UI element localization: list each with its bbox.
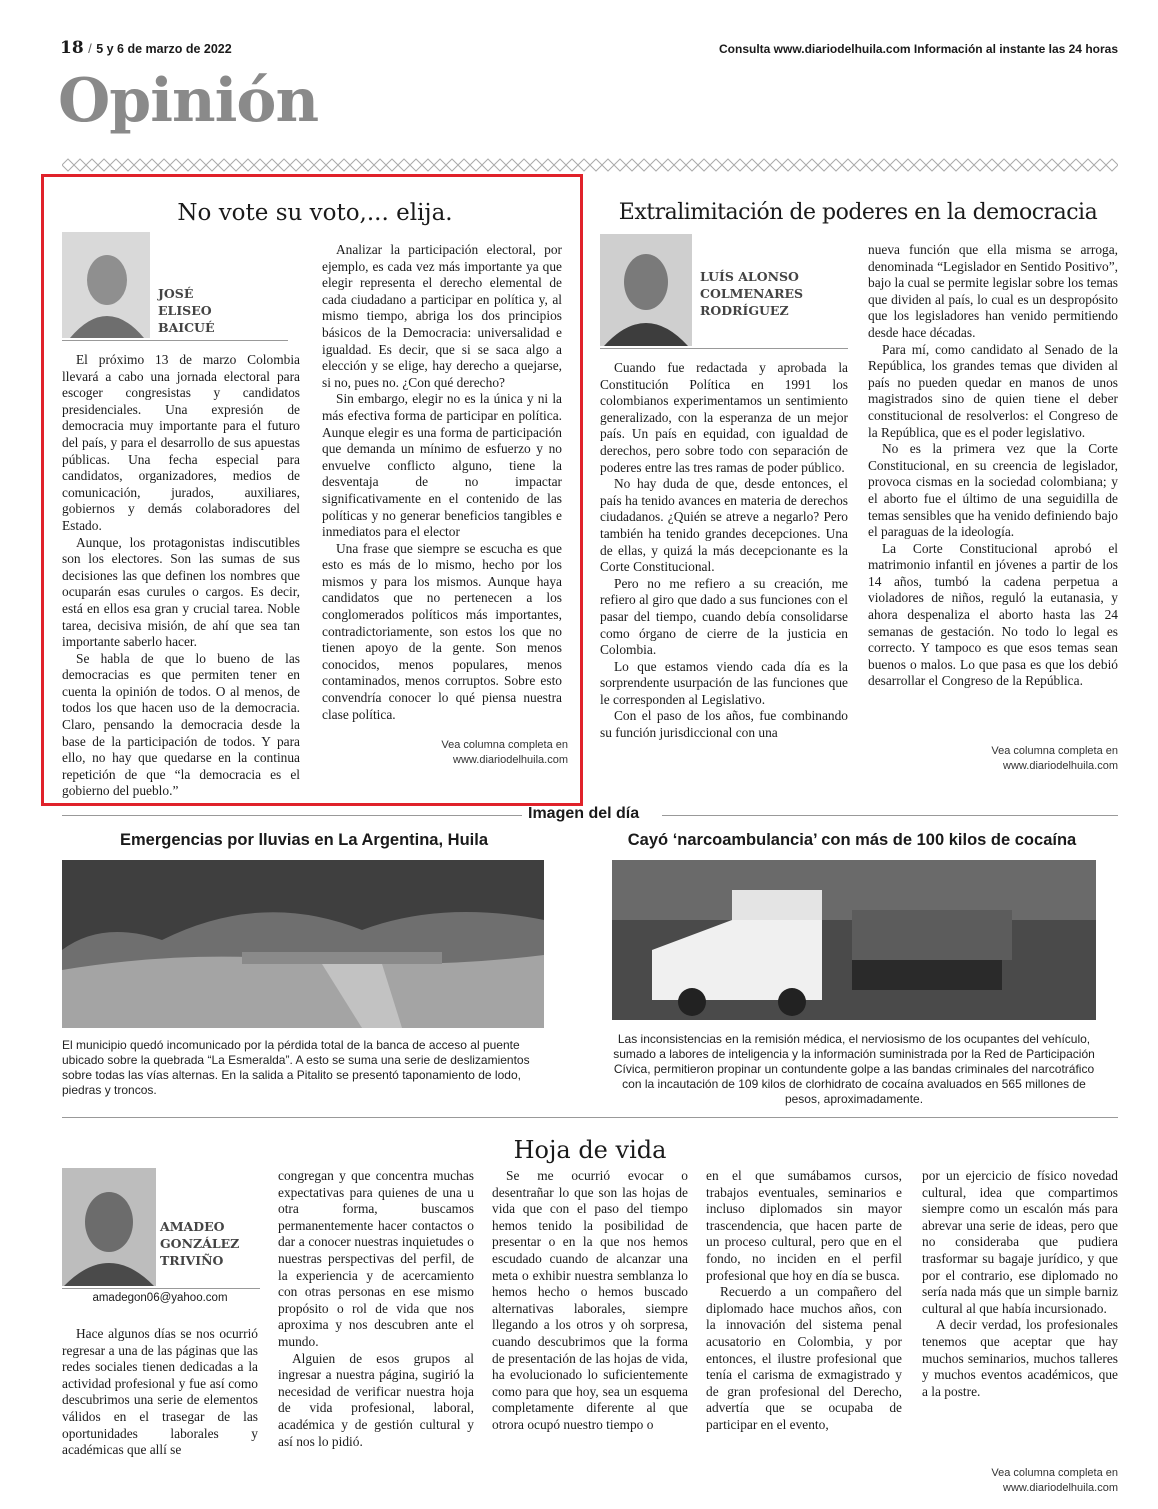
paragraph: Hace algunos días se nos ocurrió regresar a una de las páginas que las redes sociales tienen dedicadas a la actividad profesional y fue así como descubrimos una serie de elementos válidos en el trasegar de las oportunidades laborales y académicas que allí se xyxy=(62,1326,258,1458)
section-title: Opinión xyxy=(58,66,319,136)
author-line: GONZÁLEZ xyxy=(160,1236,240,1251)
article1-title: No vote su voto,... elija. xyxy=(177,200,453,226)
issue-date: 5 y 6 de marzo de 2022 xyxy=(96,42,232,56)
more-link[interactable]: www.diariodelhuila.com xyxy=(1003,1482,1118,1494)
image-right-title: Cayó ‘narcoambulancia’ con más de 100 kilos de cocaína xyxy=(627,831,1077,849)
author-line: TRIVIÑO xyxy=(160,1253,224,1268)
bottom-section-rule xyxy=(62,1117,1118,1118)
byline-rule xyxy=(62,340,288,341)
article1-column-1 xyxy=(62,352,300,800)
zigzag-divider xyxy=(62,158,1118,172)
image-right-caption: Las inconsistencias en la remisión médica, el nerviosismo de los ocupantes del vehículo, sumado a labores de inteligencia y la información suministrada por la Red de Participación Cívica, permitieron propinar un contundente golpe a las bandas criminales del narcotráfico con la incautación de 109 kilos de clorhidrato de cocaína avaluados en 565 millones de pesos, aproximadamente. xyxy=(613,1032,1095,1106)
article2-more xyxy=(868,744,1118,774)
article3-column-3 xyxy=(492,1168,688,1434)
paragraph: nueva función que ella misma se arroga, denominada “Legislador en Sentido Positivo”, bajo la cual se permite legislar sobre los temas que dividen al país, lo cual es un despropósito que los legisladores han venido permitiendo desde hace décadas. xyxy=(868,242,1118,340)
author2-photo xyxy=(600,234,692,346)
author-email[interactable]: amadegon06@yahoo.com xyxy=(92,1292,228,1304)
article2-author xyxy=(700,268,850,319)
article2-title: Extralimitación de poderes en la democracia xyxy=(618,200,1098,225)
page-header xyxy=(60,38,1120,60)
author-line: ELISEO xyxy=(158,303,212,318)
paragraph: Cuando fue redactada y aprobada la Constitución Política en 1991 los colombianos experimentamos un sentimiento generalizado, con la esperanza de un mejor país. Un país en equidad, con igualdad de derechos, pero sobre todo con separación de poderes entre las tres ramas de poder público. xyxy=(600,360,848,475)
paragraph: Para mí, como candidato al Senado de la República, los grandes temas que dividen al país no pueden quedar en manos de unos magistrados sino de quien tiene el deber constitucional de resolverlos: el Congreso de la República, que es el poder legislativo. xyxy=(868,341,1118,440)
image-left-photo xyxy=(62,860,544,1028)
author-line: RODRÍGUEZ xyxy=(700,303,789,318)
author-portrait-icon xyxy=(62,1168,156,1286)
paragraph: No hay duda de que, desde entonces, el país ha tenido avances en materia de derechos ciudadanos. ¿Quién se atreve a negarlo? Pero también ha tenido grandes decepciones. Una de ellas, y quizá la más decepcionante es la Corte Constitucional. xyxy=(600,476,848,575)
article1-author xyxy=(158,285,288,336)
author-line: BAICUÉ xyxy=(158,320,215,335)
tagline-suffix: Información al instante las 24 horas xyxy=(910,42,1118,56)
author-line: JOSÉ xyxy=(158,286,194,301)
image-of-day-rule-left xyxy=(62,815,522,816)
image-of-day-rule-right xyxy=(662,815,1118,816)
article1-more xyxy=(322,738,568,768)
paragraph: Una frase que siempre se escucha es que esto es más de lo mismo, hecho por los mismos y para los mismos. Aunque haya candidatos que no pertenecen a los conglomerados políticos más importantes, contradictoriamente, son estos los que no tienen apoyo de la gente. Son menos conocidos, menos populares, menos contaminados, menos corruptos. Sobre esto convendría conocer lo qué piensa nuestra clase política. xyxy=(322,540,562,722)
paragraph: No es la primera vez que la Corte Constitucional, en su creencia de legislador, provoca cismas en la sociedad colombiana; y el aborto fue el último de una seguidilla de temas sensibles que ha venido definiendo bajo el paraguas de la ideología. xyxy=(868,441,1118,540)
paragraph: en el que sumábamos cursos, trabajos eventuales, seminarios e incluso diplomados sin mayor trascendencia, que hacen parte de un proceso cultural, pero que en el fondo, no inciden en el perfil profesional que hoy en día se busca. xyxy=(706,1168,902,1283)
tagline-prefix: Consulta xyxy=(719,42,774,56)
author-line: COLMENARES xyxy=(700,286,804,301)
author-portrait-icon xyxy=(600,234,692,346)
paragraph: A decir verdad, los profesionales tenemos que aceptar que hay muchos seminarios, muchos talleres y muchos eventos académicos, que a la postre. xyxy=(922,1317,1118,1399)
paragraph: congregan y que concentra muchas expectativas para quienes de una u otra forma, buscamos permanentemente hacer contactos o dar a conocer nuestras inquietudes o nuestras perspectivas del perfil, de la experiencia y de acercamiento con otras personas en ese mismo propósito o rol de vida que nos aproxima y nos descubren ante el mundo. xyxy=(278,1168,474,1349)
more-link[interactable]: www.diariodelhuila.com xyxy=(1003,760,1118,772)
image-left-caption: El municipio quedó incomunicado por la pérdida total de la banca de acceso al puente ubicado sobre la quebrada “La Esmeralda”. A esto se suma una serie de deslizamientos sobre todas las vías alternas. En la salida a Pitalito se presentó taponamiento de lodo, piedras y troncos. xyxy=(62,1038,530,1097)
article2-column-2 xyxy=(868,242,1118,690)
paragraph: Pero no me refiero a su creación, me refiero al giro que dado a sus funciones con el pasar del tiempo, cuando debía consolidarse como órgano de cierre de la justicia en Colombia. xyxy=(600,575,848,658)
paragraph: Analizar la participación electoral, por ejemplo, es cada vez más importante ya que elegir representa el derecho elemental de cada ciudadano a participar en política y, al mismo tiempo, abriga los dos principios básicos de la Democracia: universalidad e igualdad. Es decir, que si se saca algo a elección y se elige, hay derecho a quejarse, si no, pues no. ¿Con qué derecho? xyxy=(322,242,562,390)
paragraph: por un ejercicio de físico novedad cultural, idea que compartimos siempre como un escalón más para abrevar una serie de ideas, pero que no consideraba que pudiera trasformar su bagaje jurídico, y que por el contrario, ese diplomado no sería nada más que un simple barniz cultural al que había incursionado. xyxy=(922,1168,1118,1316)
image-of-day-label: Imagen del día xyxy=(528,805,640,822)
article3-author xyxy=(160,1218,270,1269)
more-label: Vea columna completa en xyxy=(441,739,568,751)
more-label: Vea columna completa en xyxy=(991,1467,1118,1479)
page-number: 18 xyxy=(60,38,84,58)
paragraph: Alguien de esos grupos al ingresar a nuestra página, sugirió la necesidad de verificar nuestra hoja de vida profesional, laboral, académica y de gestión cultural y así nos lo pidió. xyxy=(278,1350,474,1449)
paragraph: Aunque, los protagonistas indiscutibles son los electores. Son las sumas de sus decisiones las que definen los nombres que ocuparán esas curules o cargos. Es decir, está en ellos esa gran y crucial tarea. Noble tarea, decisiva misión, de ahí que sea tan importante saberlo hacer. xyxy=(62,534,300,650)
byline-rule xyxy=(600,348,848,349)
article3-title: Hoja de vida xyxy=(513,1136,667,1164)
paragraph: El próximo 13 de marzo Colombia llevará a cabo una jornada electoral para escoger congresistas y candidatos presidenciales. Una expresión de democracia muy importante para el futuro del país, y para el desarrollo de sus apuestas públicas. Una fecha especial para candidatos, organizadores, medios de comunicación, jurados, auxiliares, gobiernos y demás colaboradores del Estado. xyxy=(62,352,300,533)
paragraph: La Corte Constitucional aprobó el matrimonio infantil en jóvenes a partir de los 14 años, tumbó la cadena perpetua a violadores de niños, reguló la eutanasia, y ahora despenaliza el aborto hasta las 24 semanas de gestación. No todo lo legal es correcto. Y tampoco es que esos temas sean buenos o malos. Lo que pasa es que los debió desarrollar el Congreso de la República. xyxy=(868,540,1118,689)
author-portrait-icon xyxy=(62,232,150,338)
more-link[interactable]: www.diariodelhuila.com xyxy=(453,754,568,766)
image-left-title: Emergencias por lluvias en La Argentina, Huila xyxy=(120,831,488,849)
author3-photo xyxy=(62,1168,156,1286)
paragraph: Sin embargo, elegir no es la única y ni la más efectiva forma de participar en política. Aunque elegir es una forma de participación que demanda un mínimo de esfuerzo y no envuelve conflicto alguno, tiene la desventaja de no impactar significativamente en el contenido de las políticas y no generar beneficios tangibles e inmediatos para el elector xyxy=(322,391,562,540)
article3-column-2 xyxy=(278,1168,474,1450)
paragraph: Se habla de que lo bueno de las democracias es que permiten tener en cuenta la opinión de todos. O al menos, de todos los que hacen uso de la democracia. Claro, pensando la democracia desde la base de la participación de todos. Y para ello, no hay que quedarse en la continua repetición de que “la democracia es el gobierno del pueblo.” xyxy=(62,650,300,799)
landslide-photo-icon xyxy=(62,860,544,1028)
paragraph: Se me ocurrió evocar o desentrañar lo que son las hojas de vida que con el paso del tiempo hemos tenido la posibilidad de presentar o en la que nos hemos escudado cuando de alcanzar una meta o exhibir nuestra semblanza lo hemos hecho o hemos buscado alternativas laborales, siempre llegando a los otros y oh sorpresa, cuando descubrimos que la forma de presentación de las hojas de vida, ha evolucionado lo suficientemente como para que hoy, sea un esquema completamente diferente al que otrora ocupó nuestro tiempo o xyxy=(492,1168,688,1432)
article3-column-1 xyxy=(62,1326,258,1459)
paragraph: Recuerdo a un compañero del diplomado hace muchos años, con la innovación del sistema penal acusatorio en Colombia, y por entonces, el ilustre profesional que tenía el carisma de exmagistrado y de gran profesional del Derecho, advertía que se ocupaba de participar en el evento, xyxy=(706,1284,902,1432)
paragraph: Lo que estamos viendo cada día es la sorprendente usurpación de las funciones que le corresponden al Legislativo. xyxy=(600,658,848,707)
byline-rule xyxy=(62,1288,260,1289)
tagline-site[interactable]: www.diariodelhuila.com xyxy=(773,42,911,56)
author1-photo xyxy=(62,232,150,338)
header-tagline xyxy=(719,42,1118,56)
image-right-photo xyxy=(612,860,1096,1020)
article3-column-5 xyxy=(922,1168,1118,1400)
page-separator: / xyxy=(88,41,92,56)
more-label: Vea columna completa en xyxy=(991,745,1118,757)
article2-column-1 xyxy=(600,360,848,742)
seizure-photo-icon xyxy=(612,860,1096,1020)
article1-column-2 xyxy=(322,242,562,723)
paragraph: Con el paso de los años, fue combinando su función jurisdiccional con una xyxy=(600,708,848,741)
article3-more xyxy=(922,1466,1118,1496)
author-line: AMADEO xyxy=(160,1219,225,1234)
author-line: LUÍS ALONSO xyxy=(700,269,799,284)
article3-column-4 xyxy=(706,1168,902,1434)
